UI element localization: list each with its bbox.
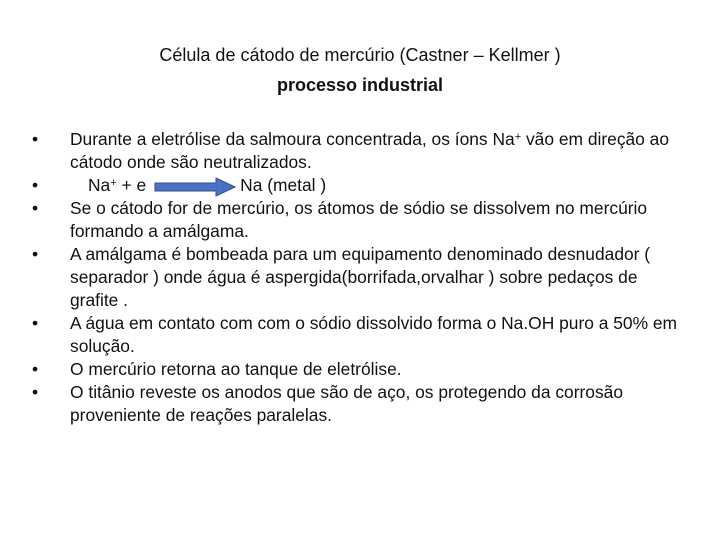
slide-title xyxy=(60,40,660,100)
bullet-item-7 xyxy=(28,381,688,427)
bullet-dot: • xyxy=(31,129,39,149)
na-charge: + xyxy=(514,131,522,143)
equation xyxy=(70,174,688,197)
bullet-item-3 xyxy=(28,197,688,243)
bullet-text-1a: Durante a eletrólise da salmoura concentrada, os íons Na xyxy=(70,129,515,149)
bullet-dot: • xyxy=(31,198,39,218)
bullet-list xyxy=(28,128,688,427)
bullet-text-7: O titânio reveste os anodos que são de aço, os protegendo da corrosão proveniente de reações paralelas. xyxy=(70,382,624,425)
bullet-dot: • xyxy=(31,175,39,195)
bullet-dot: • xyxy=(31,313,39,333)
title-line-2: processo industrial xyxy=(276,75,444,95)
bullet-text-3: Se o cátodo for de mercúrio, os átomos de sódio se dissolvem no mercúrio formando a amálgama. xyxy=(70,198,648,241)
bullet-text-4: A amálgama é bombeada para um equipamento denominado desnudador ( separador ) onde água é aspergida(borrifada,orvalhar ) sobre pedaços de grafite . xyxy=(70,244,651,310)
bullet-text-5: A água em contato com com o sódio dissolvido forma o Na.OH puro a 50% em solução. xyxy=(70,313,678,356)
bullet-dot: • xyxy=(31,244,39,264)
bullet-dot: • xyxy=(31,382,39,402)
equation-charge: + xyxy=(110,177,117,189)
equation-product: Na (metal ) xyxy=(240,175,327,195)
bullet-dot: • xyxy=(31,359,39,379)
bullet-item-6 xyxy=(28,358,688,381)
equation-reactant: Na xyxy=(88,175,111,195)
bullet-item-equation xyxy=(28,174,688,197)
equation-electron: + e xyxy=(116,175,147,195)
bullet-item-5 xyxy=(28,312,688,358)
bullet-item-1 xyxy=(28,128,688,174)
title-line-1: Célula de cátodo de mercúrio (Castner – Kellmer ) xyxy=(159,45,561,65)
bullet-text-1b: vão em direção ao cátodo onde são neutralizados. xyxy=(70,129,670,172)
bullet-text-6: O mercúrio retorna ao tanque de eletrólise. xyxy=(70,359,402,379)
bullet-item-4 xyxy=(28,243,688,312)
right-arrow-icon xyxy=(154,177,236,197)
